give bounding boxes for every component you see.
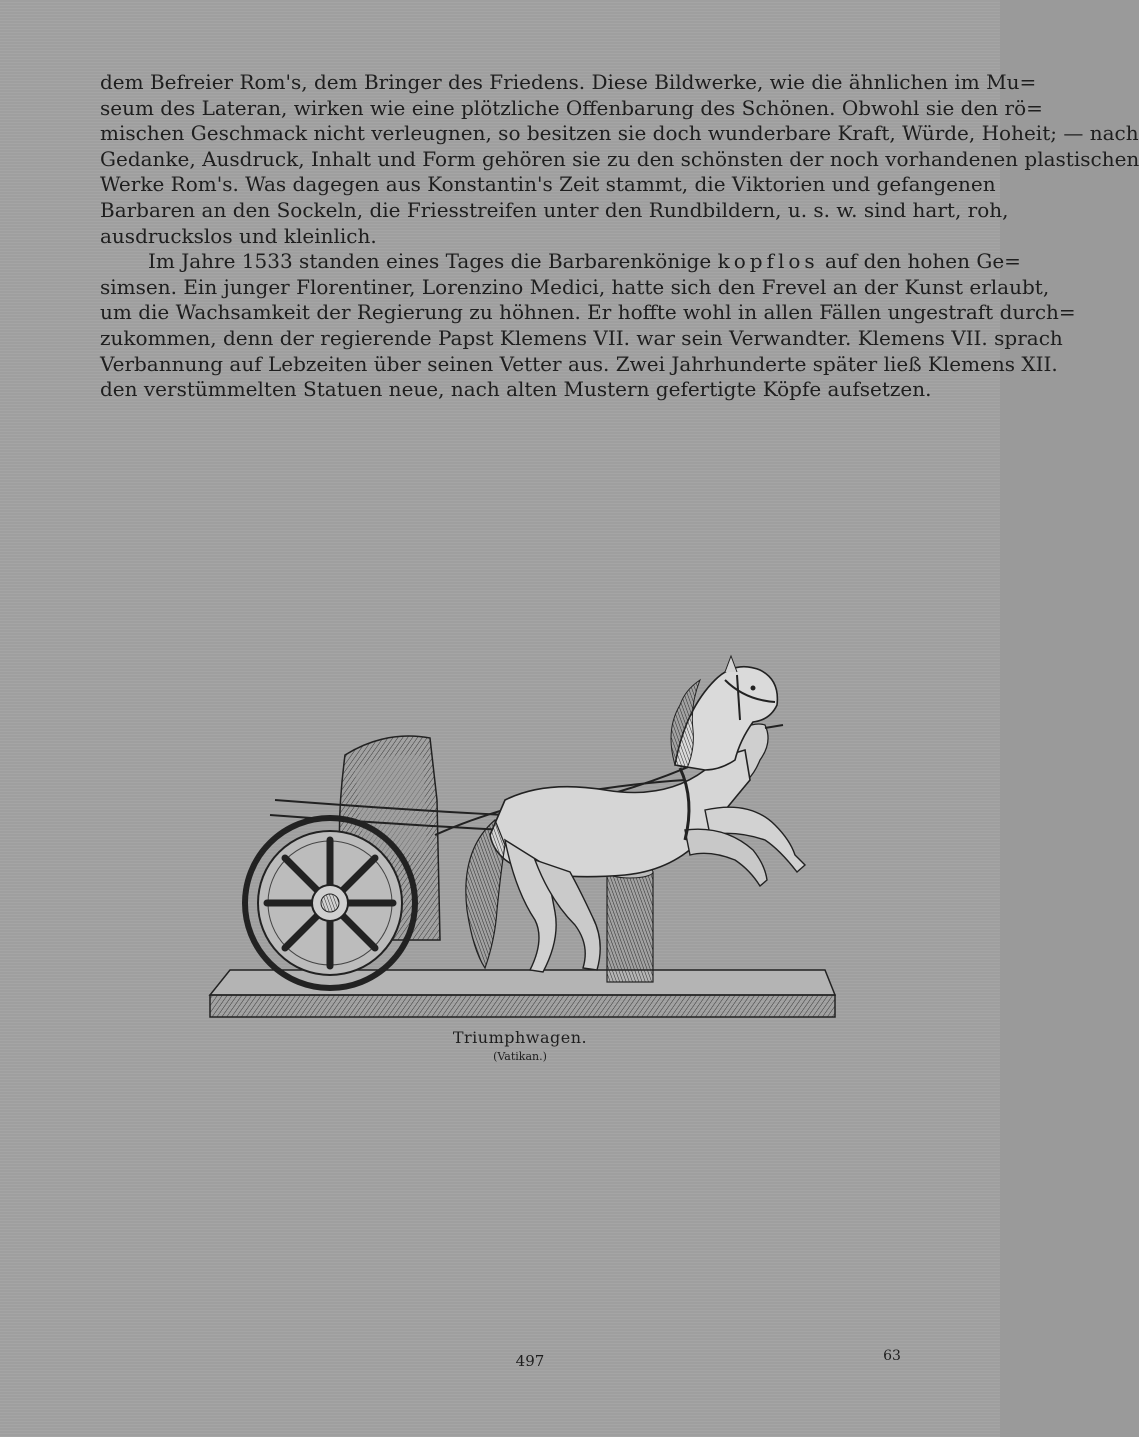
text-line-first [100, 249, 1021, 275]
paragraph-2 [100, 249, 1076, 403]
text-line: zukommen, denn der regierende Papst Klemens VII. war sein Verwandter. Klemens VII. sprach [100, 325, 1063, 350]
page-number: 497 [515, 1352, 545, 1370]
text-line: Verbannung auf Lebzeiten über seinen Vetter aus. Zwei Jahrhunderte später ließ Klemens XII. [100, 351, 1058, 376]
paragraph-1 [100, 70, 1139, 249]
figure-subcaption: (Vatikan.) [493, 1050, 547, 1063]
text-line: Werke Rom's. Was dagegen aus Konstantin's Zeit stammt, die Viktorien und gefangenen [100, 172, 996, 197]
chariot-wheel [245, 818, 415, 988]
text-line: Barbaren an den Sockeln, die Friesstreifen unter den Rundbildern, u. s. w. sind hart, roh, [100, 197, 1009, 222]
base-plinth [210, 970, 835, 1017]
support-pillar [607, 866, 653, 982]
text-run: Im Jahre 1533 standen eines Tages die Barbarenkönige [148, 249, 712, 274]
figure-caption: Triumphwagen. [452, 1028, 588, 1047]
text-line: seum des Lateran, wirken wie eine plötzliche Offenbarung des Schönen. Obwohl sie den rö= [100, 95, 1043, 120]
text-line: simsen. Ein junger Florentiner, Lorenzino Medici, hatte sich den Frevel an der Kunst erlaubt, [100, 274, 1050, 299]
text-line: Gedanke, Ausdruck, Inhalt und Form gehören sie zu den schönsten der noch vorhandenen plastischen [100, 146, 1139, 171]
text-line: mischen Geschmack nicht verleugnen, so besitzen sie doch wunderbare Kraft, Würde, Hoheit; — nach [100, 121, 1139, 146]
text-line: dem Befreier Rom's, dem Bringer des Friedens. Diese Bildwerke, wie die ähnlichen im Mu= [100, 70, 1037, 94]
signature-mark: 63 [883, 1348, 901, 1364]
text-run: auf den hohen Ge= [825, 249, 1021, 274]
text-line: ausdruckslos und kleinlich. [100, 223, 377, 248]
text-line: um die Wachsamkeit der Regierung zu höhnen. Er hoffte wohl in allen Fällen ungestraft durch= [100, 300, 1076, 325]
chariot-illustration [205, 650, 840, 1030]
emphasized-word: kopflos [717, 249, 819, 274]
body-text [100, 70, 1139, 403]
text-line: den verstümmelten Statuen neue, nach alten Mustern gefertigte Köpfe aufsetzen. [100, 377, 932, 402]
